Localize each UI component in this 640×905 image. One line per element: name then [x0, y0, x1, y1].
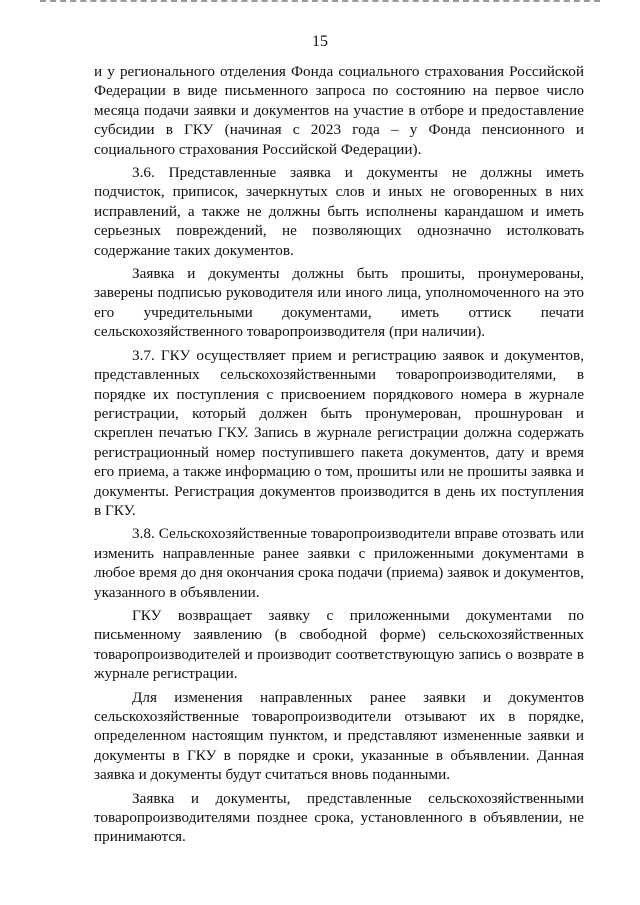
paragraph-3-8: 3.8. Сельскохозяйственные товаропроизводители вправе отозвать или изменить направленные ранее заявки с приложенными документами в любое время до дня окончания срока подачи (приема) заявок и документов, указанного в объявлении. — [94, 525, 584, 601]
paragraph-modification: Для изменения направленных ранее заявки и документов сельскохозяйственные товаропроизводители отзывают их в порядке, определенном настоящим пунктом, и представляют измененные заявки и документы в ГКУ в порядке и сроки, указанные в объявлении. Данная заявка и документы будут считаться вновь поданными. — [94, 688, 584, 784]
page-number: 15 — [312, 33, 328, 50]
paragraph-3-7: 3.7. ГКУ осуществляет прием и регистрацию заявок и документов, представленных сельскохозяйственными товаропроизводителями, в порядке их поступления с присвоением порядкового номера в журнале регистрации, который должен быть пронумерован, прошнурован и скреплен печатью ГКУ. Запись в журнале регистрации должна содержать регистрационный номер поступившего пакета документов, дату и время его приема, а также информацию о том, прошиты или не прошиты заявка и документы. Регистрация документов производится в день их поступления в ГКУ. — [94, 346, 584, 519]
paragraph-stitching: Заявка и документы должны быть прошиты, пронумерованы, заверены подписью руководителя или иного лица, уполномоченного на это его учредительными документами, иметь оттиск печати сельскохозяйственного товаропроизводителя (при наличии). — [94, 265, 584, 341]
document-body — [94, 62, 584, 851]
scan-top-border — [40, 0, 600, 4]
paragraph-return: ГКУ возвращает заявку с приложенными документами по письменному заявлению (в свободной форме) сельскохозяйственных товаропроизводителей и производит соответствующую запись о возврате в журнале регистрации. — [94, 606, 584, 683]
paragraph-continuation: и у регионального отделения Фонда социального страхования Российской Федерации в виде письменного запроса по состоянию на первое число месяца подачи заявки и документов на участие в отборе и предоставление субсидии в ГКУ (начиная с 2023 года – у Фонда пенсионного и социального страхования Российской Федерации). — [94, 63, 584, 158]
paragraph-3-6: 3.6. Представленные заявка и документы не должны иметь подчисток, приписок, зачеркнутых слов и иных не оговоренных в них исправлений, а также не должны быть исполнены карандашом и иметь серьезных повреждений, не позволяющих однозначно истолковать содержание таких документов. — [94, 164, 584, 259]
paragraph-late-submission: Заявка и документы, представленные сельскохозяйственными товаропроизводителями позднее срока, установленного в объявлении, не принимаются. — [94, 789, 584, 846]
